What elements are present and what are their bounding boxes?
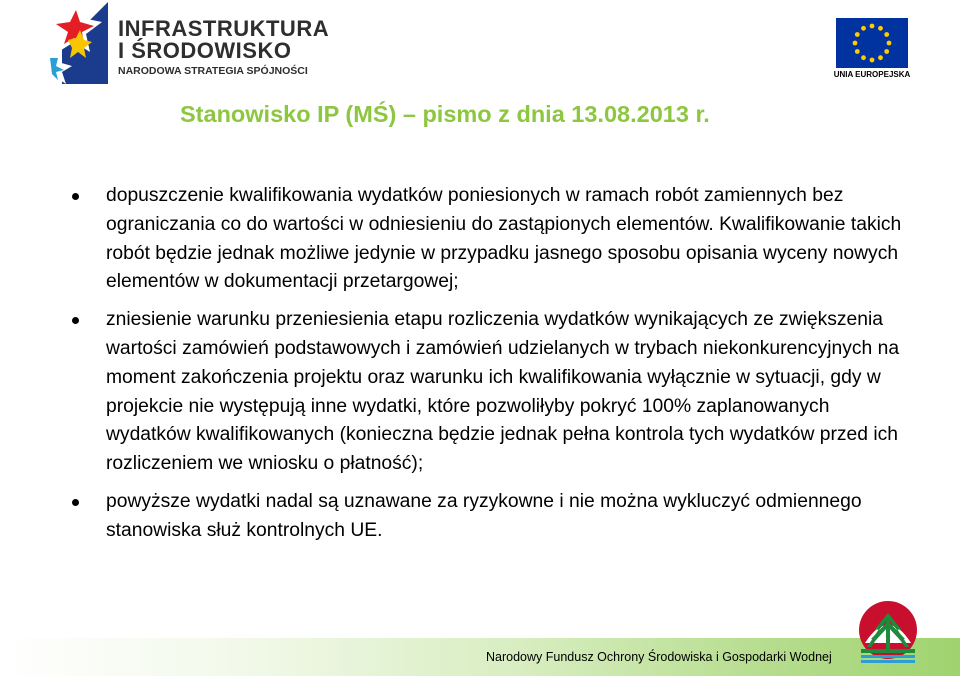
bullet-text: powyższe wydatki nadal są uznawane za ryzykowne i nie można wykluczyć odmiennego stanowiska służ kontrolnych UE.	[106, 490, 862, 541]
bullet-icon	[72, 193, 79, 200]
eu-label: UNIA EUROPEJSKA	[833, 70, 911, 79]
infrastruktura-logo	[48, 0, 330, 84]
bullet-icon	[72, 317, 79, 324]
page-title: Stanowisko IP (MŚ) – pismo z dnia 13.08.2013 r.	[180, 101, 710, 127]
bullet-item	[68, 488, 918, 546]
bullet-text: dopuszczenie kwalifikowania wydatków poniesionych w ramach robót zamiennych bez ograniczania co do wartości w odniesieniu do zastąpionych elementów. Kwalifikowanie takich robót będzie jednak możliwe jedynie w przypadku jasnego sposobu opisania wyceny nowych elementów w dokumentacji przetargowej;	[106, 185, 902, 293]
bullet-list	[68, 182, 918, 555]
footer-text: Narodowy Fundusz Ochrony Środowiska i Gospodarki Wodnej	[486, 650, 832, 664]
logo-emblem-icon	[48, 0, 114, 84]
nfosigw-emblem-icon	[857, 599, 919, 667]
eu-flag-icon	[836, 18, 908, 68]
logo-line-1: INFRASTRUKTURA	[118, 16, 330, 41]
logo-line-2: I ŚRODOWISKO	[118, 38, 292, 63]
bullet-item	[68, 182, 918, 297]
nfosigw-logo	[857, 599, 919, 667]
logo-line-3: NARODOWA STRATEGIA SPÓJNOŚCI	[118, 65, 308, 77]
bullet-icon	[72, 499, 79, 506]
bullet-text: zniesienie warunku przeniesienia etapu rozliczenia wydatków wynikających ze zwiększenia wartości zamówień podstawowych i zamówień udzielanych w trybach niekonkurencyjnych na moment zakończenia projektu oraz warunku ich kwalifikowania wyłącznie w sytuacji, gdy w projekcie nie występują inne wydatki, które pozwoliłyby pokryć 100% zaplanowanych wydatków kwalifikowanych (konieczna będzie jednak pełna kontrola tych wydatków przed ich rozliczeniem we wniosku o płatność);	[106, 309, 900, 475]
bullet-item	[68, 306, 918, 479]
